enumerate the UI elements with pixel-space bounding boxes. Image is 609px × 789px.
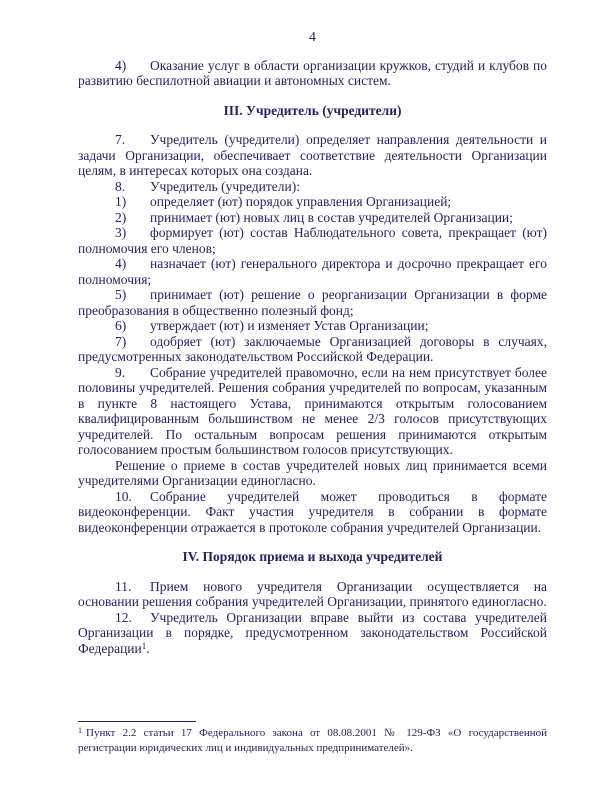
list-item-3: [78, 225, 547, 256]
paragraph-text: назначает (ют) генерального директора и досрочно прекращает его полномочия;: [78, 256, 547, 287]
paragraph-text: принимает (ют) решение о реорганизации Организации в форме преобразования в общественно полезный фонд;: [78, 287, 547, 318]
paragraph-text: Собрание учредителей может проводиться в формате видеоконференции. Факт участия учредителя в собрании в формате видеоконференции отражается в протоколе собрания учредителей Организации.: [78, 488, 547, 535]
page-number: 4: [309, 29, 316, 44]
paragraph-text-after-ref: .: [146, 640, 150, 656]
paragraph-text: Учредитель Организации вправе выйти из состава учредителей Организации в порядке, предусмотренном законодательством Российской Федерации: [78, 609, 547, 656]
paragraph-item-4: [78, 58, 547, 89]
footnote-marker: 1: [78, 726, 82, 735]
list-item-4: [78, 256, 547, 287]
list-marker: 11.: [115, 578, 132, 594]
paragraph-text: Оказание услуг в области организации кружков, студий и клубов по развитию беспилотной авиации и автономных систем.: [78, 57, 547, 88]
footnote-ref: 1: [141, 640, 147, 651]
paragraph-7: [78, 132, 547, 179]
list-marker: 7.: [115, 132, 126, 147]
list-marker: 7): [115, 333, 127, 349]
paragraph-text: Прием нового учредителя Организации осуществляется на основании решения собрания учредителей Организации, принятого единогласно.: [78, 578, 547, 609]
paragraph-12: [78, 610, 547, 657]
list-item-6: [78, 318, 547, 334]
paragraph-text: одобряет (ют) заключаемые Организацией договоры в случаях, предусмотренных законодательством Российской Федерации.: [78, 333, 547, 364]
paragraph-8: [78, 179, 547, 195]
list-marker: 12.: [115, 609, 132, 625]
list-item-5: [78, 287, 547, 318]
paragraph-text: Учредитель (учредители) определяет направления деятельности и задачи Организации, обеспечивает соответствие деятельности Организации целям, в интересах которых она создана.: [78, 132, 547, 178]
list-marker: 1): [115, 194, 127, 209]
list-marker: 2): [115, 209, 127, 225]
paragraph-11: [78, 579, 547, 610]
paragraph-text: Учредитель (учредители):: [150, 178, 300, 194]
paragraph-text: Собрание учредителей правомочно, если на нем присутствует более половины учредителей. Решения собрания учредителей по вопросам, указанным в пункте 8 настоящего Устава, принимаются открытым голосованием квалифицированным большинством не менее 2/3 голосов присутствующих учредителей. По остальным вопросам решения принимаются открытым голосованием простым большинством голосов присутствующих.: [78, 364, 547, 457]
footnote-separator: [78, 721, 196, 722]
list-marker: 6): [115, 318, 127, 333]
list-marker: 10.: [115, 488, 132, 504]
footnote-body: Пункт 2.2 статьи 17 Федерального закона от 08.08.2001 № 129-ФЗ «О государственной регистрации юридических лиц и индивидуальных предпринимателей».: [78, 727, 547, 754]
list-marker: 9.: [115, 364, 126, 380]
footnote: [78, 721, 547, 755]
section-heading-3: III. Учредитель (учредители): [223, 102, 402, 118]
list-item-7: [78, 334, 547, 365]
paragraph-text: Решение о приеме в состав учредителей новых лиц принимается всеми учредителями Организации единогласно.: [78, 457, 547, 488]
paragraph-text: принимает (ют) новых лиц в состав учредителей Организации;: [150, 209, 513, 225]
footnote-text: [78, 726, 547, 755]
paragraph-9: [78, 365, 547, 458]
paragraph-unnumbered: [78, 458, 547, 489]
paragraph-text: формирует (ют) состав Наблюдательного совета, прекращает (ют) полномочия его членов;: [78, 225, 547, 256]
paragraph-text: утверждает (ют) и изменяет Устав Организации;: [150, 318, 429, 333]
paragraph-text: определяет (ют) порядок управления Организацией;: [150, 194, 452, 209]
section-heading-4: IV. Порядок приема и выхода учредителей: [182, 549, 443, 564]
list-marker: 8.: [115, 178, 126, 194]
list-marker: 4): [115, 256, 127, 271]
list-marker: 4): [115, 57, 127, 73]
list-marker: 5): [115, 287, 127, 302]
list-marker: 3): [115, 225, 127, 240]
paragraph-10: [78, 489, 547, 536]
list-item-1: [78, 194, 547, 210]
list-item-2: [78, 210, 547, 226]
